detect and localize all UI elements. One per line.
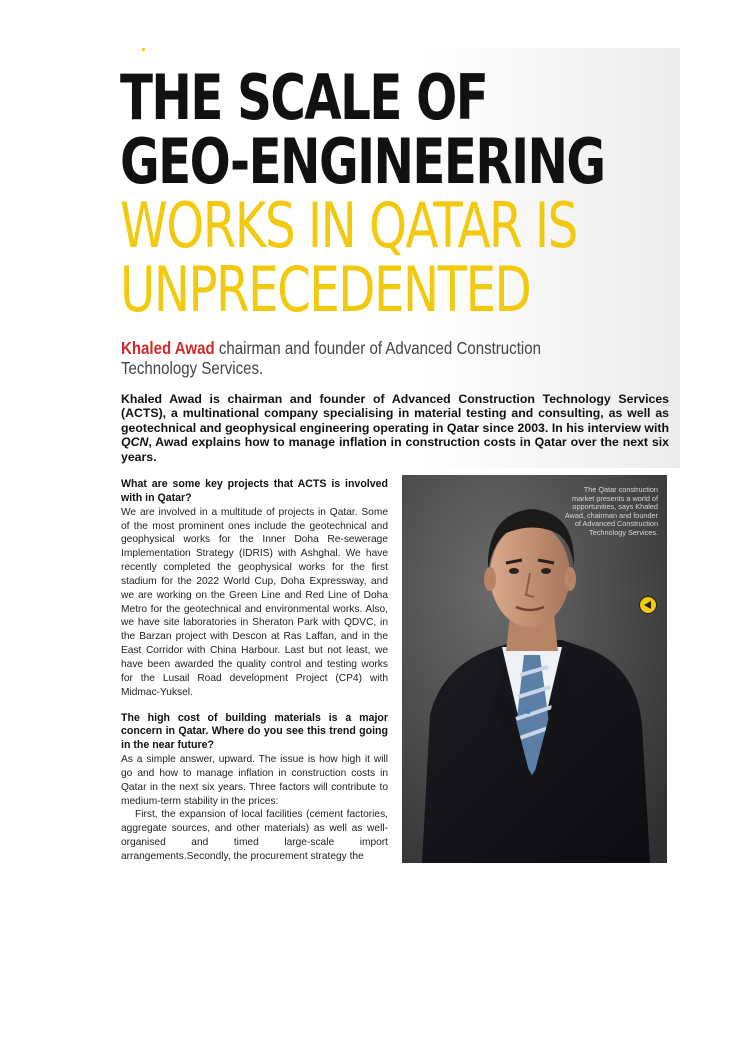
intro-paragraph [121, 392, 669, 464]
portrait-photo [402, 475, 667, 863]
byline-role: chairman and founder of Advanced Construction Technology Services. [121, 338, 541, 378]
intro-text-after: , Awad explains how to manage inflation in construction costs in Qatar over the next six years. [121, 435, 669, 464]
question-2: The high cost of building materials is a major concern in Qatar. Where do you see this trend going in the near future? [121, 711, 388, 752]
answer-2-continued: First, the expansion of local facilities (cement factories, aggregate sources, and other materials) as well as well-organised and timed large-scale import arrangements.Secondly, the procurement strategy the [121, 809, 388, 862]
headline-line-1: THE SCALE OF [120, 61, 488, 134]
article-column [121, 478, 388, 864]
byline-name: Khaled Awad [121, 338, 215, 358]
back-arrow-button[interactable] [639, 596, 657, 614]
photo-caption: The Qatar construction market presents a world of opportunities, says Khaled Awad, chairman and founder of Advanced Construction Technology Services. [564, 485, 658, 537]
question-1: What are some key projects that ACTS is involved with in Qatar? [121, 478, 388, 504]
answer-2: As a simple answer, upward. The issue is how high it will go and how to manage inflation in construction costs in Qatar in the next six years. Three factors will contribute to medium-term stability in the prices: [121, 754, 388, 807]
intro-publication: QCN [121, 435, 149, 450]
headline-line-4: UNPRECEDENTED [120, 253, 531, 326]
headline-line-3: WORKS IN QATAR IS [120, 189, 577, 262]
headline-line-2: GEO-ENGINEERING [120, 125, 605, 198]
intro-text-before: Khaled Awad is chairman and founder of Advanced Construction Technology Services (ACTS), a multinational company specialising in material testing and consulting, as well as geotechnical and geophysical engineering operating in Qatar since 2003. In his interview with [121, 392, 669, 435]
answer-1: We are involved in a multitude of projects in Qatar. Some of the most prominent ones include the geotechnical and geophysical works for the Inner Doha Re-sewerage Implementation Strategy (IDRIS) with Ashghal. We have recently completed the geophysical works for the first stadium for the 2022 World Cup, Doha Expressway, and we are working on the Green Line and Red Line of Doha Metro for the geotechnical and environmental works. Also, we have site laboratories in Sheraton Park with QDVC, in the Barzan project with Descon at Ras Laffan, and in the East Corridor with China Harbour. Last but not least, we have been awarded the quality control and testing works for the Lusail Road development Project (CP4) with Midmac-Yuksel. [121, 506, 388, 698]
headline [120, 61, 680, 326]
decorative-dot [142, 48, 145, 51]
byline [121, 338, 603, 378]
